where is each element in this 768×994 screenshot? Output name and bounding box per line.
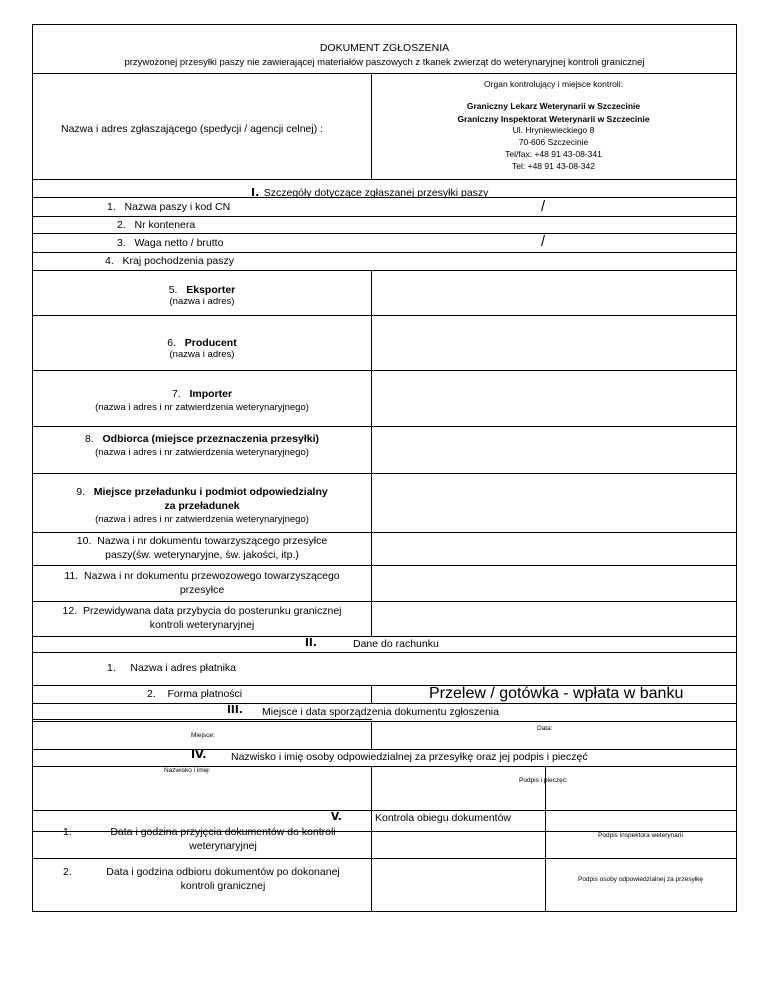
field-8-sub: (nazwa i adres i nr zatwierdzenia weterynaryjnego) bbox=[95, 447, 309, 458]
receipt-label-line2: weterynaryjnej bbox=[189, 840, 257, 852]
section-1-heading bbox=[251, 183, 488, 201]
divider bbox=[33, 73, 736, 74]
field-10-label-line2: paszy(św. weterynaryjne, św. jakości, itp.) bbox=[105, 549, 299, 561]
receipt-num: 1. bbox=[63, 826, 72, 838]
divider-vertical bbox=[371, 270, 372, 636]
divider bbox=[33, 252, 736, 253]
document-title: DOKUMENT ZGŁOSZENIA bbox=[319, 42, 450, 54]
divider-vertical bbox=[545, 808, 546, 912]
declaration-form bbox=[32, 24, 737, 832]
divider bbox=[33, 565, 736, 566]
field-8-label: 8. Odbiorca (miejsce przeznaczenia przesyłki) bbox=[84, 433, 320, 445]
organ-telfax: Tel/fax: +48 91 43-08-341 bbox=[505, 149, 602, 159]
pickup-num: 2. bbox=[63, 866, 72, 878]
receipt-label: Data i godzina przyjęcia dokumentów do kontroli bbox=[110, 826, 336, 838]
divider bbox=[33, 270, 736, 271]
field-6-label: 6. Producent bbox=[167, 337, 237, 349]
divider-vertical bbox=[371, 808, 372, 912]
organ-label: Organ kontrolujący i miejsce kontroli: bbox=[484, 79, 623, 89]
field-6-sub: (nazwa i adres) bbox=[169, 349, 235, 360]
section-5-table bbox=[32, 808, 737, 912]
divider bbox=[33, 636, 736, 637]
divider-vertical bbox=[371, 721, 372, 749]
field-11-label-line2: przesyłce bbox=[179, 584, 225, 596]
divider bbox=[33, 721, 736, 722]
divider bbox=[33, 601, 736, 602]
field-9-label-line2: za przeładunek bbox=[164, 500, 240, 512]
divider bbox=[33, 426, 736, 427]
field-12-label: 12. Przewidywana data przybycia do posterunku granicznej bbox=[62, 605, 342, 617]
divider bbox=[33, 858, 736, 859]
payment-form-label: 2. Forma płatności bbox=[147, 688, 243, 700]
section-2-title: Dane do rachunku bbox=[353, 638, 439, 650]
section-3-number: III. bbox=[227, 704, 243, 716]
place-label: Miejsce: bbox=[191, 732, 215, 739]
divider bbox=[33, 532, 736, 533]
organ-inspektorat: Graniczny Inspektorat Weterynarii w Szczecinie bbox=[457, 114, 650, 124]
document-subtitle: przywożonej przesyłki paszy nie zawierającej materiałów paszowych z tkanek zwierząt do weterynaryjnej kontroli granicznej bbox=[124, 57, 645, 68]
inspector-signature-label: Podpis inspektora weterynarii bbox=[598, 832, 683, 839]
field-9-label: 9. Miejsce przeładunku i podmiot odpowiedzialny bbox=[76, 486, 328, 498]
divider bbox=[33, 233, 736, 234]
payment-form-value: Przelew / gotówka - wpłata w banku bbox=[429, 685, 684, 702]
divider-vertical bbox=[371, 685, 372, 703]
divider bbox=[33, 370, 736, 371]
section-1-number: I. bbox=[251, 186, 260, 199]
date-label: Data: bbox=[537, 725, 553, 732]
section-3-title: Miejsce i data sporządzenia dokumentu zgłoszenia bbox=[262, 706, 499, 718]
applicant-label: Nazwa i adres zgłaszającego (spedycji / agencji celnej) : bbox=[61, 123, 324, 135]
name-label: Nazwisko i imię: bbox=[164, 767, 211, 774]
field-1-separator: / bbox=[541, 199, 546, 215]
field-2-label: 2. Nr kontenera bbox=[117, 219, 196, 231]
section-1-title: Szczegóły dotyczące zgłaszanej przesyłki paszy bbox=[263, 187, 489, 199]
divider bbox=[33, 652, 736, 653]
field-1-label: 1. Nazwa paszy i kod CN bbox=[107, 201, 231, 213]
organ-tel: Tel: +48 91 43-08-342 bbox=[512, 161, 595, 171]
organ-street: Ul. Hryniewieckiego 8 bbox=[512, 125, 595, 135]
field-3-separator: / bbox=[541, 234, 546, 250]
field-7-sub: (nazwa i adres i nr zatwierdzenia weterynaryjnego) bbox=[95, 402, 309, 413]
payer-label: 1. Nazwa i adres płatnika bbox=[107, 662, 236, 674]
divider bbox=[33, 719, 372, 720]
section-2-number: II. bbox=[305, 637, 317, 649]
divider bbox=[33, 766, 736, 767]
pickup-label-line2: kontroli granicznej bbox=[180, 880, 266, 892]
field-9-sub: (nazwa i adres i nr zatwierdzenia weterynaryjnego) bbox=[95, 514, 309, 525]
field-7-label: 7. Importer bbox=[171, 388, 233, 400]
pickup-label: Data i godzina odbioru dokumentów po dokonanej bbox=[106, 866, 340, 878]
field-4-label: 4. Kraj pochodzenia paszy bbox=[105, 255, 235, 267]
divider bbox=[33, 216, 736, 217]
field-3-label: 3. Waga netto / brutto bbox=[117, 237, 224, 249]
divider bbox=[33, 315, 736, 316]
sign-stamp-label: Podpis i pieczęć: bbox=[519, 777, 568, 784]
section-4-title: Nazwisko i imię osoby odpowiedzialnej za przesyłkę oraz jej podpis i pieczęć bbox=[231, 751, 588, 763]
section-4-number: IV. bbox=[191, 748, 207, 761]
divider bbox=[33, 179, 736, 180]
responsible-signature-label: Podpis osoby odpowiedzialnej za przesyłkę bbox=[577, 876, 704, 883]
organ-name: Graniczny Lekarz Weterynarii w Szczecinie bbox=[466, 101, 641, 111]
divider bbox=[33, 473, 736, 474]
field-10-label: 10. Nazwa i nr dokumentu towarzyszącego przesyłce bbox=[76, 535, 328, 547]
field-11-label: 11. Nazwa i nr dokumentu przewozowego towarzyszącego bbox=[64, 570, 340, 582]
field-5-label: 5. Eksporter bbox=[168, 284, 236, 296]
field-5-sub: (nazwa i adres) bbox=[169, 296, 235, 307]
section-5-number: V. bbox=[331, 811, 342, 823]
section-5-title: Kontrola obiegu dokumentów bbox=[375, 812, 512, 824]
field-12-label-line2: kontroli weterynaryjnej bbox=[149, 619, 255, 631]
divider bbox=[33, 749, 736, 750]
organ-city: 70-606 Szczecinie bbox=[518, 137, 589, 147]
